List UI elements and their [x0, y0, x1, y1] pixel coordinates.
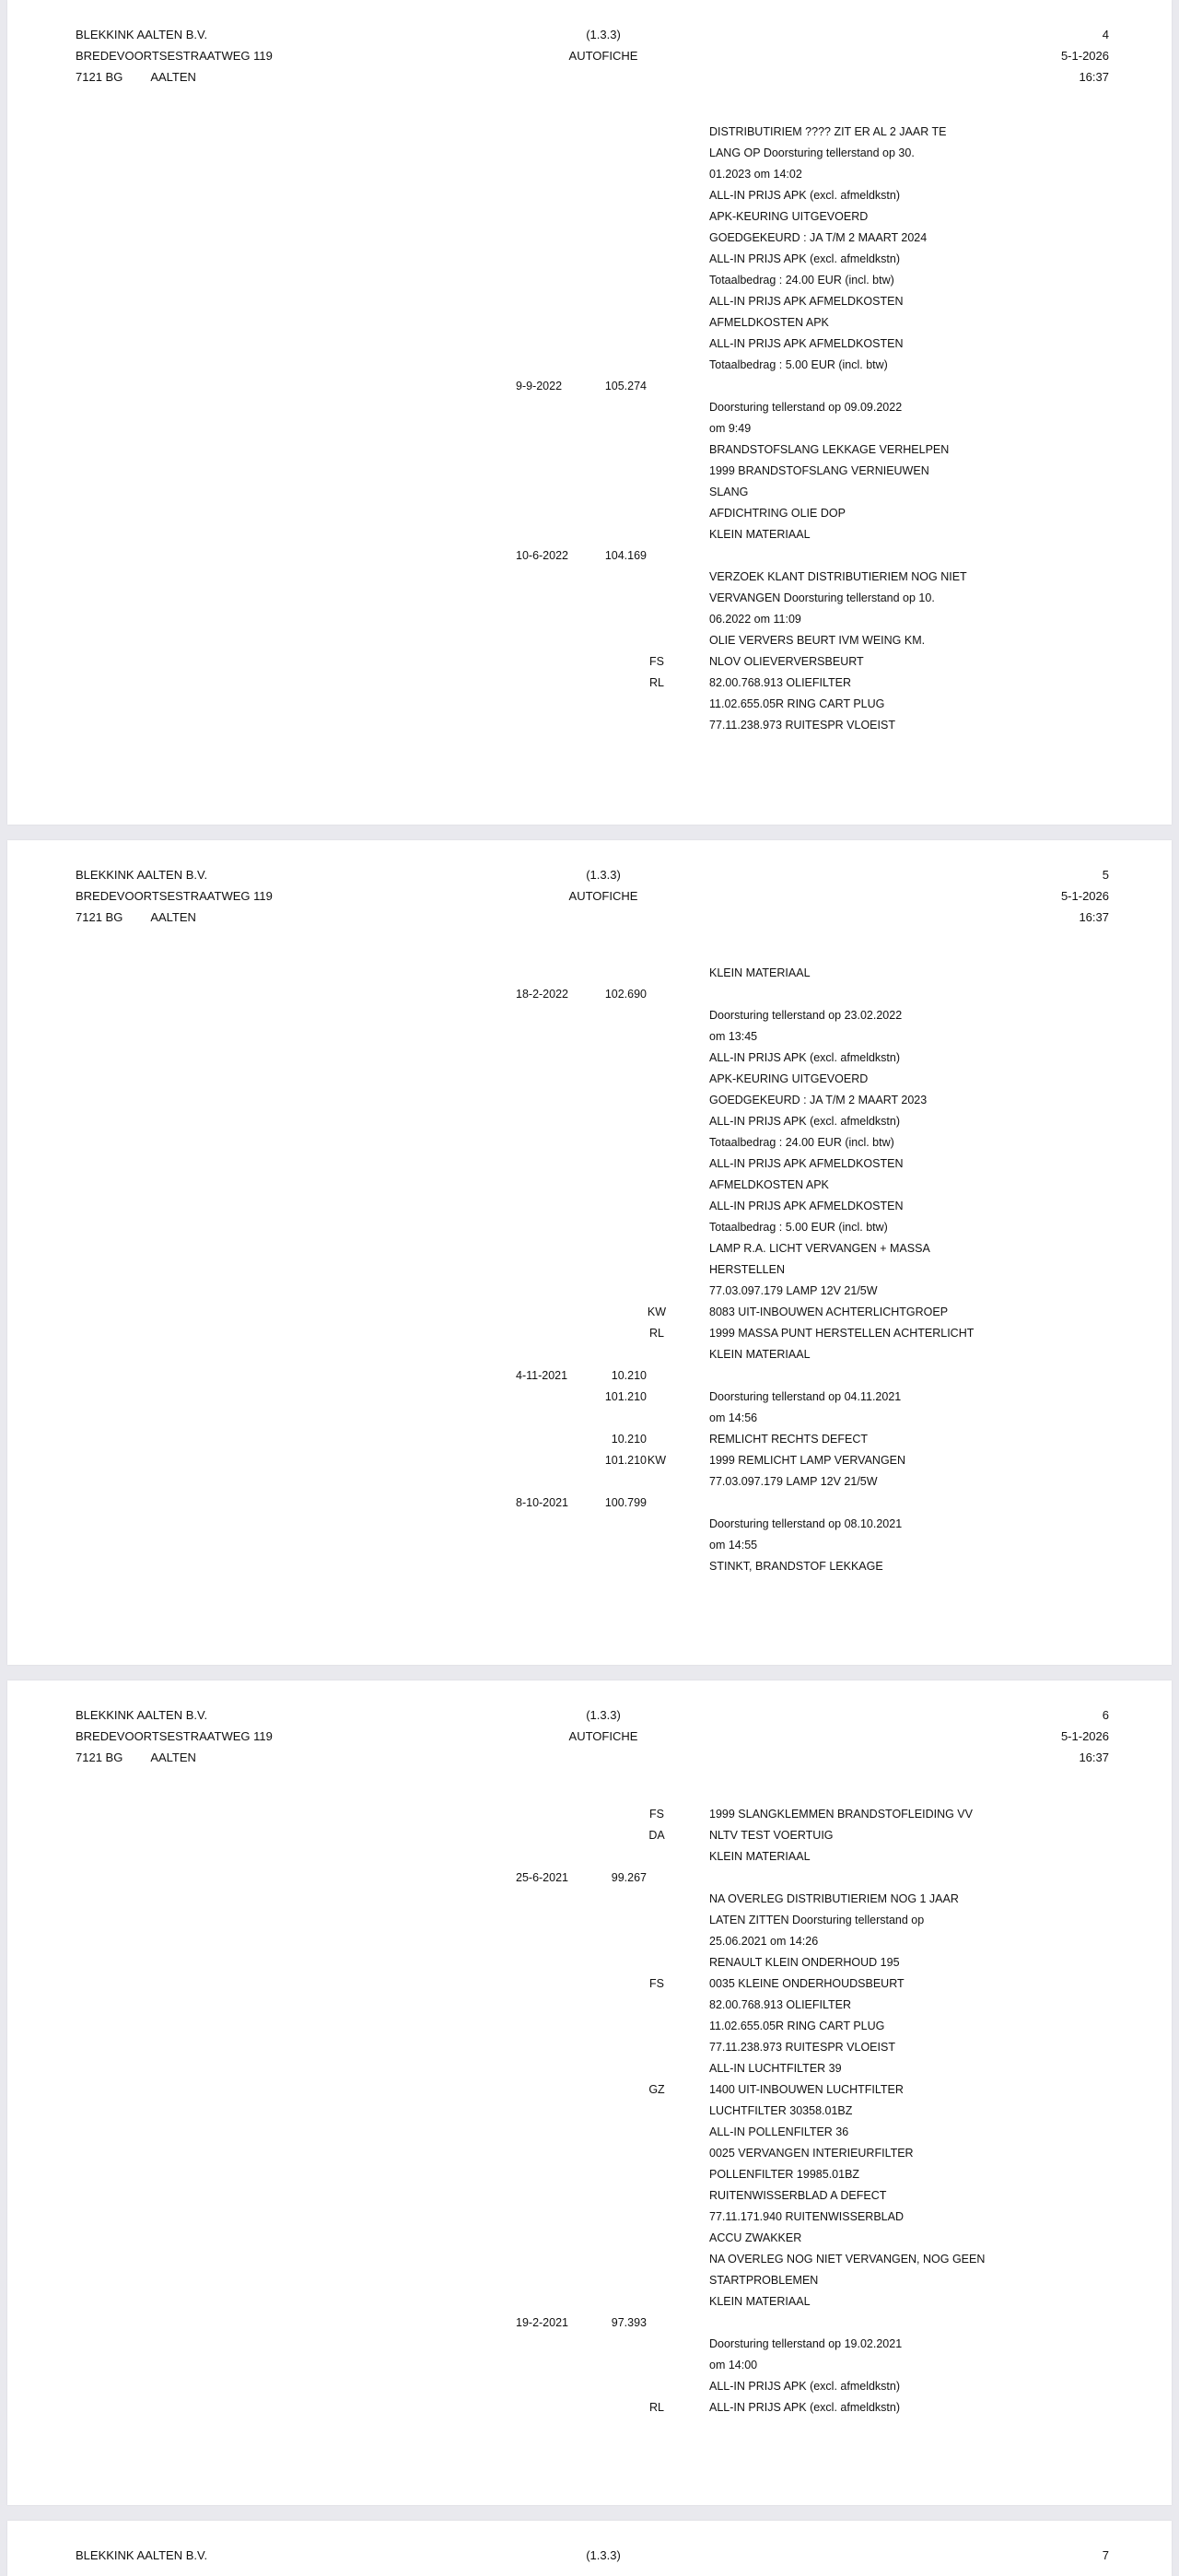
line-description: STINKT, BRANDSTOF LEKKAGE [709, 1560, 883, 1573]
record-line [7, 1090, 1172, 1111]
line-description: ALL-IN PRIJS APK AFMELDKOSTEN [709, 337, 904, 350]
company-name: BLEKKINK AALTEN B.V. [76, 868, 208, 882]
line-description: 82.00.768.913 OLIEFILTER [709, 1998, 852, 2011]
record-line [7, 1196, 1172, 1217]
odometer-reading: 97.393 [611, 2316, 647, 2329]
document-title-block [553, 24, 654, 66]
record-line [7, 963, 1172, 984]
record-line [7, 355, 1172, 376]
work-code: KW [647, 1306, 667, 1318]
company-address [76, 864, 273, 928]
record-line [7, 1910, 1172, 1931]
company-street: BREDEVOORTSESTRAATWEG 119 [76, 49, 273, 63]
record-line [7, 1804, 1172, 1825]
document-title-block [553, 2545, 654, 2566]
document-page [7, 0, 1172, 825]
record-line [7, 164, 1172, 185]
city: AALTEN [150, 910, 196, 924]
work-code: FS [649, 1808, 664, 1821]
company-name: BLEKKINK AALTEN B.V. [76, 2548, 208, 2562]
record-line [7, 2037, 1172, 2058]
line-description: LATEN ZITTEN Doorsturing tellerstand op [709, 1914, 925, 1926]
line-description: 0025 VERVANGEN INTERIEURFILTER [709, 2147, 914, 2160]
odometer-reading: 101.210 [604, 1454, 647, 1467]
company-street: BREDEVOORTSESTRAATWEG 119 [76, 1729, 273, 1743]
print-time: 16:37 [1079, 910, 1109, 924]
line-description: AFMELDKOSTEN APK [709, 1178, 829, 1191]
line-description: ALL-IN POLLENFILTER 36 [709, 2125, 849, 2138]
version: (1.3.3) [586, 2548, 621, 2562]
city: AALTEN [150, 1751, 196, 1764]
page-meta [1061, 24, 1109, 88]
document-page [7, 2521, 1172, 2576]
record-line [7, 715, 1172, 736]
line-description: 1999 SLANGKLEMMEN BRANDSTOFLEIDING VV [709, 1808, 973, 1821]
record-line [7, 1217, 1172, 1238]
line-description: POLLENFILTER 19985.01BZ [709, 2168, 860, 2181]
record-line [7, 143, 1172, 164]
record-line [7, 1238, 1172, 1259]
record-line [7, 1048, 1172, 1069]
record-line [7, 2397, 1172, 2418]
line-description: BRANDSTOFSLANG LEKKAGE VERHELPEN [709, 443, 950, 456]
service-date: 10-6-2022 [516, 549, 568, 562]
work-code: DA [648, 1829, 665, 1842]
line-description: KLEIN MATERIAAL [709, 1348, 811, 1361]
line-description: om 14:56 [709, 1411, 758, 1424]
company-name: BLEKKINK AALTEN B.V. [76, 28, 208, 41]
record-line [7, 1889, 1172, 1910]
record-line [7, 1825, 1172, 1846]
print-time: 16:37 [1079, 1751, 1109, 1764]
line-description: GOEDGEKEURD : JA T/M 2 MAART 2023 [709, 1094, 928, 1107]
company-postcode-city [76, 66, 273, 88]
record-line [7, 334, 1172, 355]
record-line [7, 312, 1172, 334]
service-date: 18-2-2022 [516, 988, 568, 1001]
line-description: ALL-IN PRIJS APK (excl. afmeldkstn) [709, 252, 901, 265]
postcode: 7121 BG [76, 910, 123, 924]
work-code: KW [647, 1454, 667, 1467]
record-line [7, 2164, 1172, 2185]
record-line [7, 1973, 1172, 1995]
line-description: AFDICHTRING OLIE DOP [709, 507, 846, 520]
line-description: 1400 UIT-INBOUWEN LUCHTFILTER [709, 2083, 904, 2096]
page-meta [1061, 1704, 1109, 1768]
company-postcode-city [76, 1747, 273, 1768]
page-meta [1061, 864, 1109, 928]
line-description: DISTRIBUTIRIEM ???? ZIT ER AL 2 JAAR TE [709, 125, 947, 138]
record-line [7, 2058, 1172, 2079]
record-line [7, 291, 1172, 312]
record-line [7, 1132, 1172, 1153]
line-description: Totaalbedrag : 5.00 EUR (incl. btw) [709, 358, 888, 371]
company-address [76, 1704, 273, 1768]
record-line [7, 1302, 1172, 1323]
work-code: FS [649, 655, 664, 668]
document-title: AUTOFICHE [568, 1729, 638, 1743]
line-description: ACCU ZWAKKER [709, 2231, 802, 2244]
line-description: KLEIN MATERIAAL [709, 966, 811, 979]
line-description: 77.03.097.179 LAMP 12V 21/5W [709, 1475, 878, 1488]
record-line [7, 630, 1172, 651]
record-line [7, 2185, 1172, 2207]
record-line [7, 2143, 1172, 2164]
line-description: HERSTELLEN [709, 1263, 785, 1276]
page-meta [1103, 2545, 1109, 2566]
record-line [7, 1387, 1172, 1408]
line-description: 01.2023 om 14:02 [709, 168, 802, 181]
company-address [76, 24, 273, 88]
line-description: GOEDGEKEURD : JA T/M 2 MAART 2024 [709, 231, 928, 244]
record-line [7, 503, 1172, 524]
record-line [7, 418, 1172, 439]
record-line [7, 2355, 1172, 2376]
version: (1.3.3) [586, 28, 621, 41]
service-date: 9-9-2022 [516, 380, 563, 392]
document-title-block [553, 1704, 654, 1747]
company-street: BREDEVOORTSESTRAATWEG 119 [76, 889, 273, 903]
line-description: Totaalbedrag : 24.00 EUR (incl. btw) [709, 1136, 894, 1149]
record-line [7, 567, 1172, 588]
print-date: 5-1-2026 [1060, 1729, 1109, 1743]
line-description: om 14:00 [709, 2359, 758, 2371]
line-description: 77.11.238.973 RUITESPR VLOEIST [709, 719, 895, 732]
line-description: ALL-IN PRIJS APK (excl. afmeldkstn) [709, 2401, 901, 2414]
record-line [7, 2079, 1172, 2101]
page-number: 4 [1102, 28, 1109, 41]
line-description: Doorsturing tellerstand op 23.02.2022 [709, 1009, 903, 1022]
line-description: 77.03.097.179 LAMP 12V 21/5W [709, 1284, 878, 1297]
odometer-reading: 99.267 [611, 1871, 647, 1884]
line-description: VERZOEK KLANT DISTRIBUTIERIEM NOG NIET [709, 570, 967, 583]
odometer-reading: 101.210 [604, 1390, 647, 1403]
record-line [7, 2122, 1172, 2143]
record-line [7, 2270, 1172, 2291]
document-title-block [553, 864, 654, 907]
line-description: 0035 KLEINE ONDERHOUDSBEURT [709, 1977, 905, 1990]
line-description: 1999 REMLICHT LAMP VERVANGEN [709, 1454, 906, 1467]
record-line [7, 1450, 1172, 1471]
record-line [7, 2376, 1172, 2397]
page-header [7, 2521, 1172, 2576]
odometer-reading: 104.169 [604, 549, 647, 562]
line-description: NLTV TEST VOERTUIG [709, 1829, 834, 1842]
line-description: 77.11.171.940 RUITENWISSERBLAD [709, 2210, 904, 2223]
line-description: LANG OP Doorsturing tellerstand op 30. [709, 146, 915, 159]
line-description: Doorsturing tellerstand op 04.11.2021 [709, 1390, 902, 1403]
record-line [7, 2334, 1172, 2355]
record-line [7, 249, 1172, 270]
print-date: 5-1-2026 [1060, 49, 1109, 63]
service-date: 19-2-2021 [516, 2316, 568, 2329]
document-page [7, 840, 1172, 1665]
page-header [7, 0, 1172, 101]
line-description: VERVANGEN Doorsturing tellerstand op 10. [709, 591, 935, 604]
odometer-reading: 105.274 [604, 380, 647, 392]
record-line [7, 1846, 1172, 1868]
odometer-reading: 10.210 [611, 1433, 647, 1446]
service-date: 4-11-2021 [516, 1369, 568, 1382]
record-line [7, 1514, 1172, 1535]
record-line [7, 461, 1172, 482]
record-line [7, 1281, 1172, 1302]
record-line [7, 1868, 1172, 1889]
work-code: FS [649, 1977, 664, 1990]
line-description: om 9:49 [709, 422, 752, 435]
record-line [7, 673, 1172, 694]
document-page [7, 1680, 1172, 2505]
line-description: KLEIN MATERIAAL [709, 2295, 811, 2308]
record-line [7, 397, 1172, 418]
line-description: om 14:55 [709, 1539, 758, 1551]
record-line [7, 1952, 1172, 1973]
page-header [7, 1680, 1172, 1782]
line-description: Doorsturing tellerstand op 09.09.2022 [709, 401, 903, 414]
company-name: BLEKKINK AALTEN B.V. [76, 1708, 208, 1722]
document-title: AUTOFICHE [568, 889, 638, 903]
record-line [7, 1026, 1172, 1048]
line-description: 82.00.768.913 OLIEFILTER [709, 676, 852, 689]
record-line [7, 376, 1172, 397]
line-description: NA OVERLEG NOG NIET VERVANGEN, NOG GEEN [709, 2253, 986, 2266]
record-line [7, 1344, 1172, 1365]
record-line [7, 122, 1172, 143]
record-line [7, 2016, 1172, 2037]
record-line [7, 1365, 1172, 1387]
document-title: AUTOFICHE [568, 49, 638, 63]
record-line [7, 2313, 1172, 2334]
record-line [7, 1556, 1172, 1577]
line-description: RUITENWISSERBLAD A DEFECT [709, 2189, 887, 2202]
record-line [7, 609, 1172, 630]
record-line [7, 1069, 1172, 1090]
record-line [7, 206, 1172, 228]
line-description: LUCHTFILTER 30358.01BZ [709, 2104, 853, 2117]
line-description: LAMP R.A. LICHT VERVANGEN + MASSA [709, 1242, 930, 1255]
work-code: GZ [648, 2083, 665, 2096]
record-line [7, 1111, 1172, 1132]
work-code: RL [649, 2401, 664, 2414]
line-description: ALL-IN PRIJS APK (excl. afmeldkstn) [709, 1051, 901, 1064]
line-description: OLIE VERVERS BEURT IVM WEING KM. [709, 634, 926, 647]
line-description: 11.02.655.05R RING CART PLUG [709, 697, 885, 710]
record-line [7, 524, 1172, 545]
line-description: 8083 UIT-INBOUWEN ACHTERLICHTGROEP [709, 1306, 949, 1318]
line-description: REMLICHT RECHTS DEFECT [709, 1433, 869, 1446]
line-description: Doorsturing tellerstand op 19.02.2021 [709, 2337, 903, 2350]
line-description: RENAULT KLEIN ONDERHOUD 195 [709, 1956, 900, 1969]
record-line [7, 482, 1172, 503]
page-header [7, 840, 1172, 942]
line-description: ALL-IN PRIJS APK (excl. afmeldkstn) [709, 2380, 901, 2393]
line-description: 77.11.238.973 RUITESPR VLOEIST [709, 2041, 895, 2054]
record-line [7, 2249, 1172, 2270]
record-line [7, 1493, 1172, 1514]
page-number: 5 [1102, 868, 1109, 882]
line-description: 25.06.2021 om 14:26 [709, 1935, 819, 1948]
line-description: 1999 MASSA PUNT HERSTELLEN ACHTERLICHT [709, 1327, 975, 1340]
line-description: NA OVERLEG DISTRIBUTIERIEM NOG 1 JAAR [709, 1892, 959, 1905]
record-line [7, 1535, 1172, 1556]
postcode: 7121 BG [76, 70, 123, 84]
print-date: 5-1-2026 [1060, 889, 1109, 903]
version: (1.3.3) [586, 868, 621, 882]
line-description: STARTPROBLEMEN [709, 2274, 819, 2287]
record-line [7, 1429, 1172, 1450]
record-line [7, 2291, 1172, 2313]
record-line [7, 2228, 1172, 2249]
record-line [7, 439, 1172, 461]
work-code: RL [649, 1327, 664, 1340]
line-description: KLEIN MATERIAAL [709, 1850, 811, 1863]
record-line [7, 984, 1172, 1005]
record-line [7, 228, 1172, 249]
record-line [7, 1005, 1172, 1026]
postcode: 7121 BG [76, 1751, 123, 1764]
line-description: AFMELDKOSTEN APK [709, 316, 829, 329]
record-line [7, 1931, 1172, 1952]
service-date: 25-6-2021 [516, 1871, 568, 1884]
record-line [7, 694, 1172, 715]
odometer-reading: 102.690 [604, 988, 647, 1001]
line-description: NLOV OLIEVERVERSBEURT [709, 655, 864, 668]
line-description: APK-KEURING UITGEVOERD [709, 1072, 869, 1085]
line-description: 11.02.655.05R RING CART PLUG [709, 2020, 885, 2032]
service-date: 8-10-2021 [516, 1496, 568, 1509]
record-line [7, 1471, 1172, 1493]
line-description: om 13:45 [709, 1030, 758, 1043]
print-time: 16:37 [1079, 70, 1109, 84]
record-line [7, 1995, 1172, 2016]
line-description: ALL-IN PRIJS APK AFMELDKOSTEN [709, 1200, 904, 1212]
record-line [7, 1175, 1172, 1196]
record-line [7, 1259, 1172, 1281]
record-line [7, 651, 1172, 673]
record-line [7, 2207, 1172, 2228]
odometer-reading: 10.210 [611, 1369, 647, 1382]
line-description: Totaalbedrag : 24.00 EUR (incl. btw) [709, 274, 894, 287]
line-description: Doorsturing tellerstand op 08.10.2021 [709, 1517, 903, 1530]
record-line [7, 270, 1172, 291]
line-description: KLEIN MATERIAAL [709, 528, 811, 541]
record-line [7, 2101, 1172, 2122]
record-line [7, 588, 1172, 609]
city: AALTEN [150, 70, 196, 84]
page-number: 6 [1102, 1708, 1109, 1722]
company-address [76, 2545, 207, 2566]
company-postcode-city [76, 907, 273, 928]
line-description: ALL-IN LUCHTFILTER 39 [709, 2062, 842, 2075]
line-description: SLANG [709, 486, 749, 498]
line-description: APK-KEURING UITGEVOERD [709, 210, 869, 223]
record-line [7, 1153, 1172, 1175]
page-number: 7 [1102, 2548, 1109, 2562]
line-description: 1999 BRANDSTOFSLANG VERNIEUWEN [709, 464, 929, 477]
line-description: 06.2022 om 11:09 [709, 613, 801, 626]
record-line [7, 1323, 1172, 1344]
work-code: RL [649, 676, 664, 689]
record-line [7, 185, 1172, 206]
odometer-reading: 100.799 [604, 1496, 647, 1509]
record-line [7, 1408, 1172, 1429]
record-line [7, 545, 1172, 567]
line-description: ALL-IN PRIJS APK AFMELDKOSTEN [709, 295, 904, 308]
line-description: ALL-IN PRIJS APK (excl. afmeldkstn) [709, 1115, 901, 1128]
version: (1.3.3) [586, 1708, 621, 1722]
line-description: ALL-IN PRIJS APK (excl. afmeldkstn) [709, 189, 901, 202]
line-description: Totaalbedrag : 5.00 EUR (incl. btw) [709, 1221, 888, 1234]
line-description: ALL-IN PRIJS APK AFMELDKOSTEN [709, 1157, 904, 1170]
